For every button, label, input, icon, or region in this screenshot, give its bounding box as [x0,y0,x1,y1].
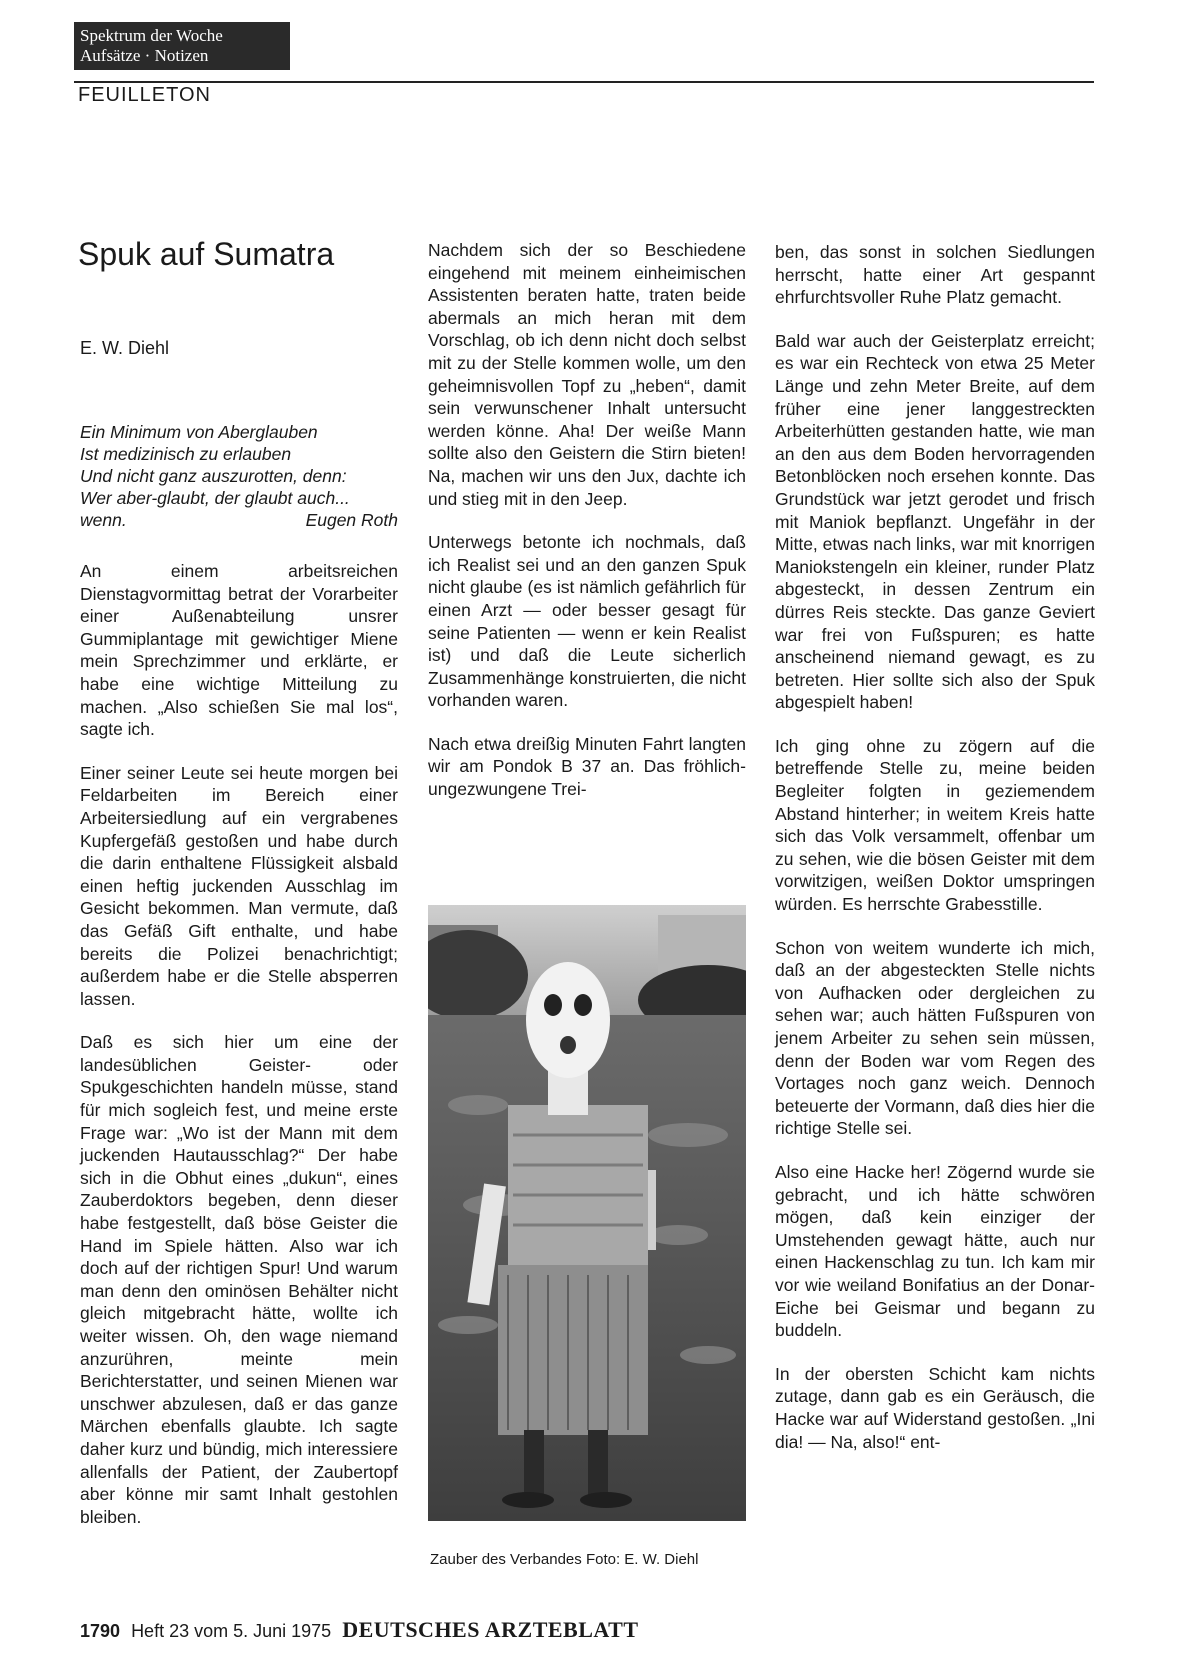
epigraph-line: Wer aber-glaubt, der glaubt auch... [80,488,350,508]
text-column-2 [428,239,746,822]
badge-line-1: Spektrum der Woche [80,26,223,45]
text-column-1 [80,560,398,1549]
epigraph-line: Ein Minimum von Aberglauben [80,422,318,442]
paragraph: In der obersten Schicht kam nichts zutage, dann gab es ein Geräusch, die Hacke war auf Widerstand gestoßen. „Ini dia! — Na, also!“ ent- [775,1363,1095,1452]
paragraph: Unterwegs betonte ich nochmals, daß ich Realist sei und an den ganzen Spuk nicht glaube (es ist nämlich gefährlich für einen Arzt — oder besser gesagt für seine Patienten — wenn er kein Realist ist) und daß die Leute sicherlich Zusammenhänge konstruierten, die nicht vorhanden waren. [428,532,746,711]
paragraph: Also eine Hacke her! Zögernd wurde sie gebracht, und ich hätte schwören mögen, daß kein einziger der Umstehenden gewagt hätte, auch nur einen Hackenschlag zu tun. Ich kam mir vor wie weiland Bonifatius an der Donar-Eiche bei Geismar und begann zu buddeln. [775,1161,1095,1341]
paragraph: Daß es sich hier um eine der landesüblichen Geister- oder Spukgeschichten handeln müsse, stand für mich sogleich fest, und meine erste Frage war: „Wo ist der Mann mit dem juckenden Hautausschlag?“ Der habe sich in die Obhut eines „dukun“, eines Zauberdoktors begeben, denn dieser habe festgestellt, daß böse Geister die Hand im Spiele hätten. Also war ich doch auf der richtigen Spur! Und warum man denn den ominösen Behälter nicht gleich mitgebracht hätte, wollte ich weiter wissen. Oh, den wage niemand anzurühren, meinte mein Berichterstatter, und seinen Mienen war unschwer abzulesen, daß er das ganze Märchen ebenfalls glaubte. Ich sagte daher kurz und bündig, mich interessiere allenfalls der Patient, der Zaubertopf aber könne mir samt Inhalt gestohlen bleiben. [80,1032,398,1527]
text-column-3 [775,241,1095,1474]
section-badge [74,22,290,70]
epigraph-attribution: Eugen Roth [305,510,398,530]
epigraph-line: Ist medizinisch zu erlauben [80,444,292,464]
epigraph-last-line [80,509,398,531]
photo-caption: Zauber des Verbandes Foto: E. W. Diehl [430,1551,699,1568]
epigraph [80,421,398,531]
article-author: E. W. Diehl [80,338,170,358]
paragraph: Nachdem sich der so Beschiedene eingehend mit meinem einheimischen Assistenten beraten hatte, traten beide abermals an mich heran mit dem Vorschlag, ob ich denn nicht doch selbst mit zu der Stelle kommen wolle, um den geheimnisvollen Topf zu „heben“, damit sein verwunschener Inhalt untersucht werden könne. Aha! Der weiße Mann sollte also den Geistern die Stirn bieten! Na, machen wir uns den Jux, dachte ich und stieg mit in den Jeep. [428,240,746,509]
paragraph: An einem arbeitsreichen Dienstagvormittag betrat der Vorarbeiter einer Außenabteilung unsrer Gummiplantage mit gewichtiger Miene mein Sprechzimmer und erklärte, er habe eine wichtige Mitteilung zu machen. „Also schießen Sie mal los“, sagte ich. [80,561,398,740]
photo-figure-image [428,905,746,1521]
article-photo [428,905,746,1521]
paragraph: Einer seiner Leute sei heute morgen bei Feldarbeiten im Bereich einer Arbeitersiedlung auf ein vergrabenes Kupfergefäß gestoßen und habe durch die darin enthaltene Flüssigkeit alsbald einen heftig juckenden Ausschlag im Gesicht bekommen. Man vermute, daß das Gefäß Gift enthalte, und habe bereits die Polizei benachrichtigt; außerdem habe er die Stelle absperren lassen. [80,762,398,1009]
section-label: FEUILLETON [78,84,211,106]
page-number: 1790 [80,1621,121,1641]
paragraph: Nach etwa dreißig Minuten Fahrt langten wir am Pondok B 37 an. Das fröhlich-ungezwungene Trei- [428,733,746,800]
paragraph: Schon von weitem wunderte ich mich, daß an der abgesteckten Stelle nichts von Aufhacken oder dergleichen zu sehen war; auch hätten Fußspuren von jenem Arbeiter zu sehen sein müssen, denn der Boden war vom Regen des Vortages noch ganz weich. Dennoch beteuerte der Vormann, daß dies hier die richtige Stelle sei. [775,937,1095,1139]
issue-info: Heft 23 vom 5. Juni 1975 [131,1621,332,1641]
paragraph: Ich ging ohne zu zögern auf die betreffende Stelle zu, meine beiden Begleiter folgten in geziemendem Abstand hinterher; in weitem Kreis hatte sich das Volk versammelt, offenbar um zu sehen, wie die bösen Geister mit dem vorwitzigen, weißen Doktor umspringen würden. Es herrschte Grabesstille. [775,735,1095,915]
magazine-name: DEUTSCHES ARZTEBLATT [342,1617,639,1642]
paragraph: ben, das sonst in solchen Siedlungen herrscht, hatte einer Art gespannt ehrfurchtsvoller Ruhe Platz gemacht. [775,242,1095,308]
page-footer [80,1617,639,1643]
badge-line-2: Aufsätze · Notizen [80,46,209,65]
header-rule [74,81,1094,83]
epigraph-line: wenn. [80,510,127,530]
article-title: Spuk auf Sumatra [78,236,335,272]
paragraph: Bald war auch der Geisterplatz erreicht; es war ein Rechteck von etwa 25 Meter Länge und zehn Meter Breite, auf dem früher eine jener langgestreckten Arbeiterhütten gestanden hatte, wie man an den aus dem Boden hervorragenden Betonblöcken noch ersehen konnte. Das Grundstück war jetzt gerodet und frisch mit Maniok bepflanzt. Ungefähr in der Mitte, etwas nach links, war mit knorrigen Maniokstengeln ein kleiner, runder Platz abgesteckt, in dessen Zentrum ein dürres Reis steckte. Das ganze Geviert war frei von Fußspuren; es hatte anscheinend niemand gewagt, es zu betreten. Hier sollte sich also der Spuk abgespielt haben! [775,330,1095,713]
epigraph-line: Und nicht ganz auszurotten, denn: [80,466,347,486]
